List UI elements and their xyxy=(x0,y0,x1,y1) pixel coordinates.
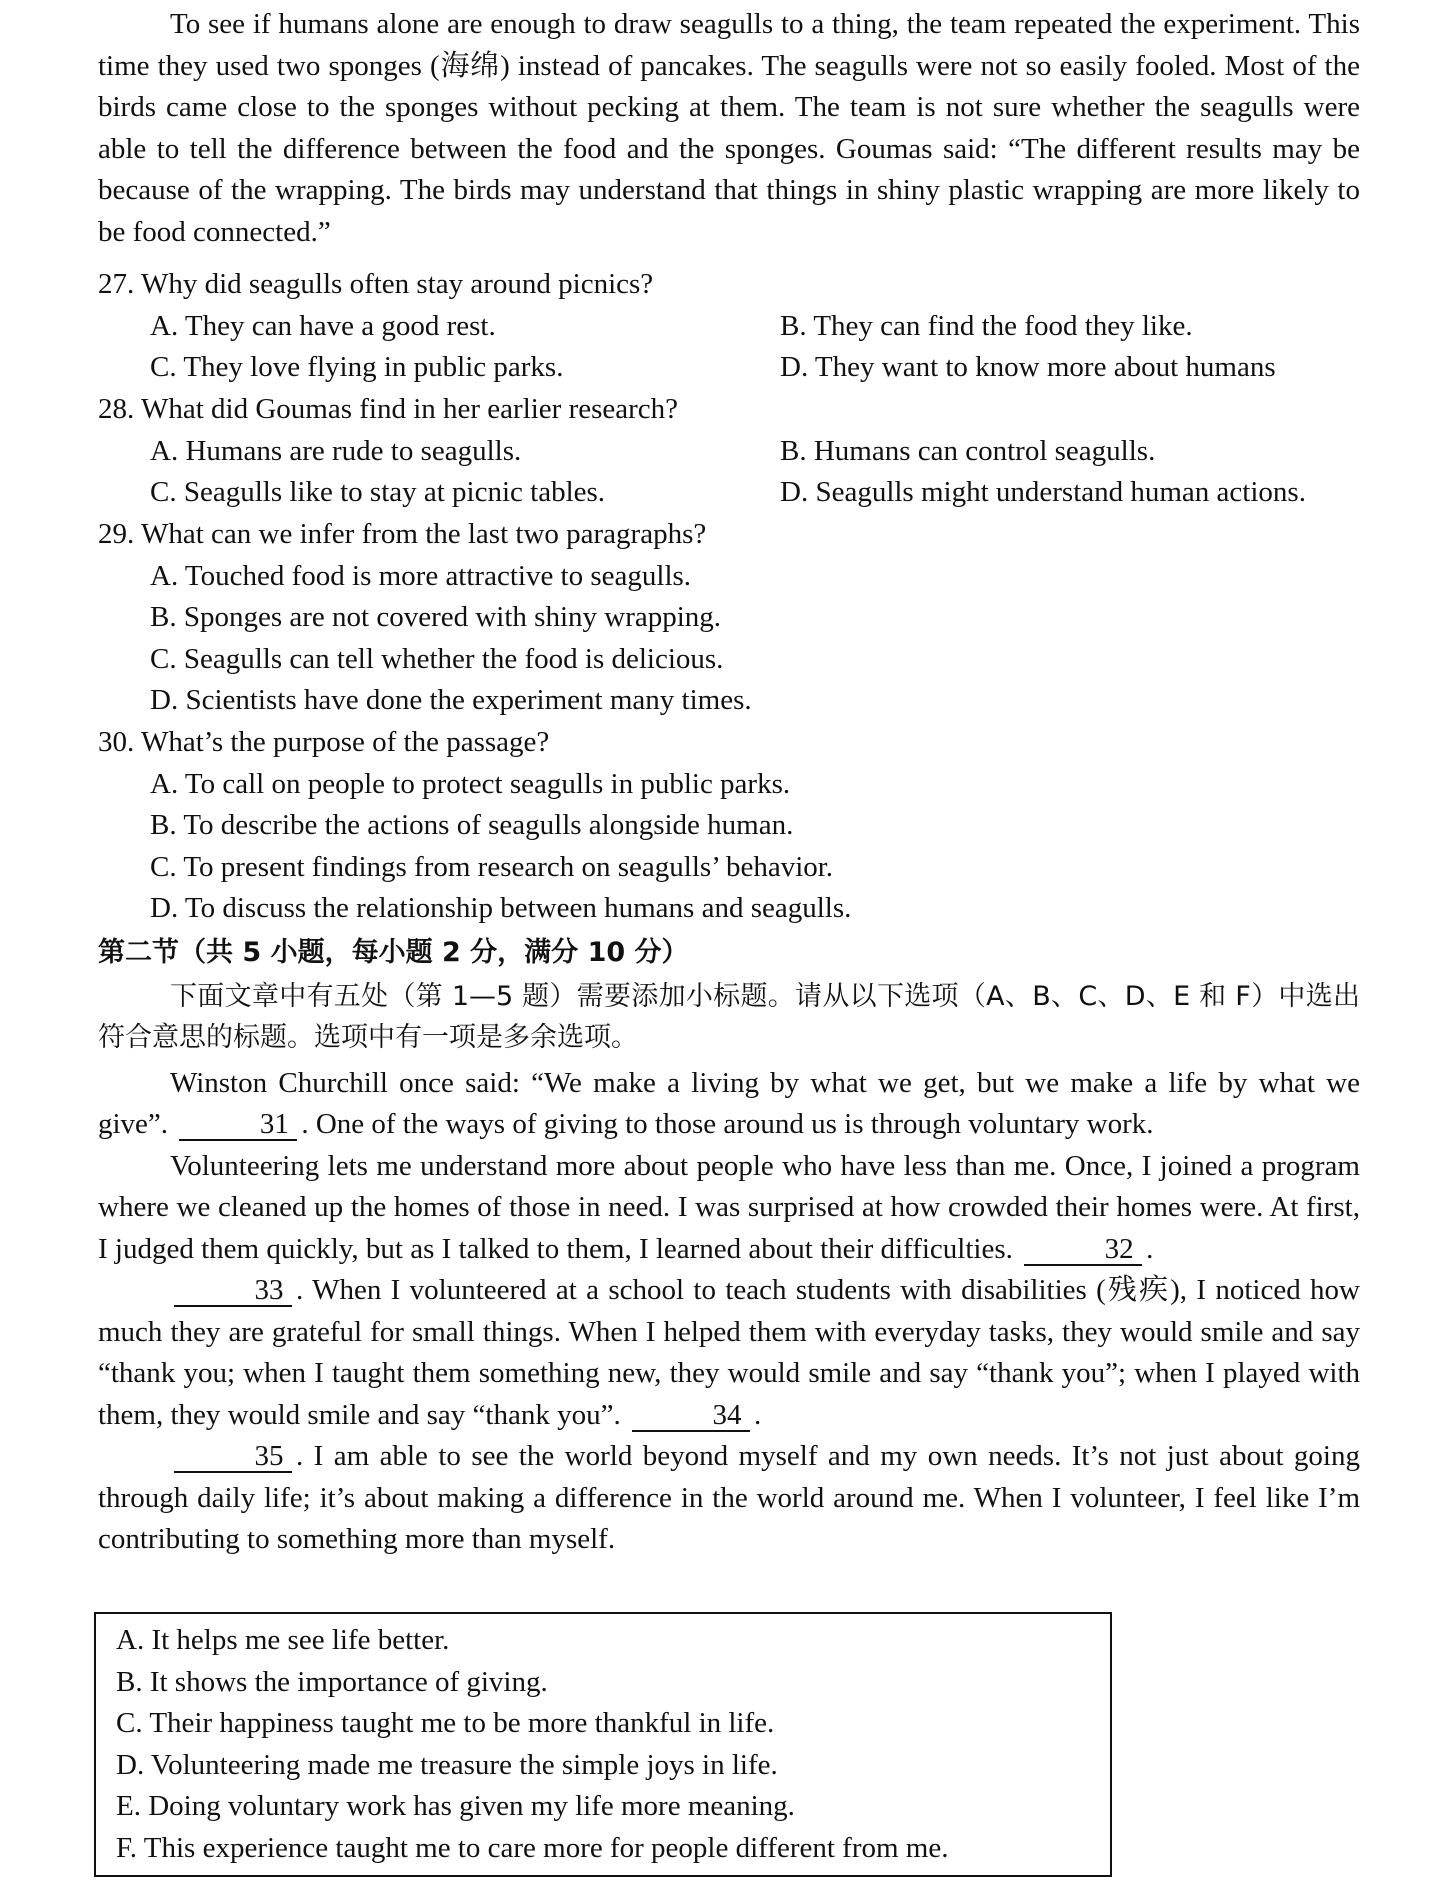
option-b: B. Humans can control seagulls. xyxy=(780,434,1156,467)
choice-f: F. This experience taught me to care more for people different from me. xyxy=(116,1831,949,1864)
answer-choices-box xyxy=(94,1612,1112,1877)
blank-35: 35 xyxy=(174,1441,292,1473)
article-paragraph-4 xyxy=(98,1436,1360,1561)
blank-33: 33 xyxy=(174,1275,292,1307)
option-b: B. Sponges are not covered with shiny wrapping. xyxy=(150,601,722,633)
paragraph-text: . One of the ways of giving to those around us is through voluntary work. xyxy=(301,1108,1154,1140)
question-30 xyxy=(98,722,1360,930)
section-2 xyxy=(98,932,1360,1561)
blank-32: 32 xyxy=(1024,1234,1142,1266)
question-stem: 27. Why did seagulls often stay around picnics? xyxy=(98,268,654,300)
paragraph-text: . xyxy=(1146,1232,1154,1265)
option-b: B. To describe the actions of seagulls alongside human. xyxy=(150,809,794,841)
paragraph-text: . I am able to see the world beyond myself and my own needs. It’s not just about going through daily life; it’s about making a difference in the world around me. When I volunteer, I feel like I’m contributing to something more than myself. xyxy=(98,1440,1360,1555)
paragraph-text: . When I volunteered at a school to teach students with disabilities (残疾), I noticed how much they are grateful for small things. When I helped them with everyday tasks, they would smile and say “thank you; when I taught them something new, they would smile and say “thank you”; when I played with them, they would smile and say “thank you”. xyxy=(98,1274,1360,1431)
choice-b: B. It shows the importance of giving. xyxy=(116,1665,548,1698)
choice-e: E. Doing voluntary work has given my life more meaning. xyxy=(116,1790,795,1822)
option-c: C. They love flying in public parks. xyxy=(150,351,564,383)
question-stem: 29. What can we infer from the last two paragraphs? xyxy=(98,518,707,550)
passage-final-paragraph xyxy=(98,4,1360,253)
question-28 xyxy=(98,389,1360,514)
option-d: D. Scientists have done the experiment many times. xyxy=(150,684,752,716)
question-29 xyxy=(98,514,1360,722)
section-heading: 第二节（共 5 小题，每小题 2 分，满分 10 分） xyxy=(98,937,689,968)
option-c: C. Seagulls can tell whether the food is delicious. xyxy=(150,642,724,675)
choice-c: C. Their happiness taught me to be more thankful in life. xyxy=(116,1707,775,1739)
question-27 xyxy=(98,264,1360,389)
question-stem: 30. What’s the purpose of the passage? xyxy=(98,726,550,758)
article-paragraph-2 xyxy=(98,1146,1360,1271)
paragraph-text: Volunteering lets me understand more about people who have less than me. Once, I joined a program where we cleaned up the homes of those in need. I was surprised at how crowded their homes were. At first, I judged them quickly, but as I talked to them, I learned about their difficulties. xyxy=(98,1149,1360,1265)
paragraph-text: . xyxy=(753,1398,762,1431)
option-a: A. They can have a good rest. xyxy=(150,309,496,342)
option-a: A. Touched food is more attractive to seagulls. xyxy=(150,559,692,592)
option-d: D. Seagulls might understand human actions. xyxy=(780,476,1306,508)
article-paragraph-1 xyxy=(98,1063,1360,1146)
paragraph-text: To see if humans alone are enough to draw seagulls to a thing, the team repeated the experiment. This time they used two sponges (海绵) instead of pancakes. The seagulls were not so easily fooled. Most of the birds came close to the sponges without pecking at them. The team is not sure whether the seagulls were able to tell the difference between the food and the sponges. Goumas said: “The different results may be because of the wrapping. The birds may understand that things in shiny plastic wrapping are more likely to be food connected.” xyxy=(98,8,1360,248)
blank-31: 31 xyxy=(179,1109,297,1141)
option-c: C. Seagulls like to stay at picnic tables. xyxy=(150,476,606,508)
choice-d: D. Volunteering made me treasure the simple joys in life. xyxy=(116,1748,778,1781)
option-a: A. To call on people to protect seagulls in public parks. xyxy=(150,767,791,800)
article-paragraph-3 xyxy=(98,1270,1360,1436)
section-instruction: 下面文章中有五处（第 1—5 题）需要添加小标题。请从以下选项（A、B、C、D、E 和 F）中选出符合意思的标题。选项中有一项是多余选项。 xyxy=(98,980,1360,1053)
option-d: D. They want to know more about humans xyxy=(780,351,1276,383)
option-a: A. Humans are rude to seagulls. xyxy=(150,434,522,467)
choice-a: A. It helps me see life better. xyxy=(116,1624,450,1656)
blank-34: 34 xyxy=(632,1400,750,1432)
question-stem: 28. What did Goumas find in her earlier research? xyxy=(98,393,679,425)
option-c: C. To present findings from research on seagulls’ behavior. xyxy=(150,850,834,883)
option-b: B. They can find the food they like. xyxy=(780,309,1193,342)
option-d: D. To discuss the relationship between humans and seagulls. xyxy=(150,892,852,924)
paragraph-text: Winston Churchill once said: “We make a living by what we get, but we make a life by what we give”. xyxy=(98,1066,1360,1140)
